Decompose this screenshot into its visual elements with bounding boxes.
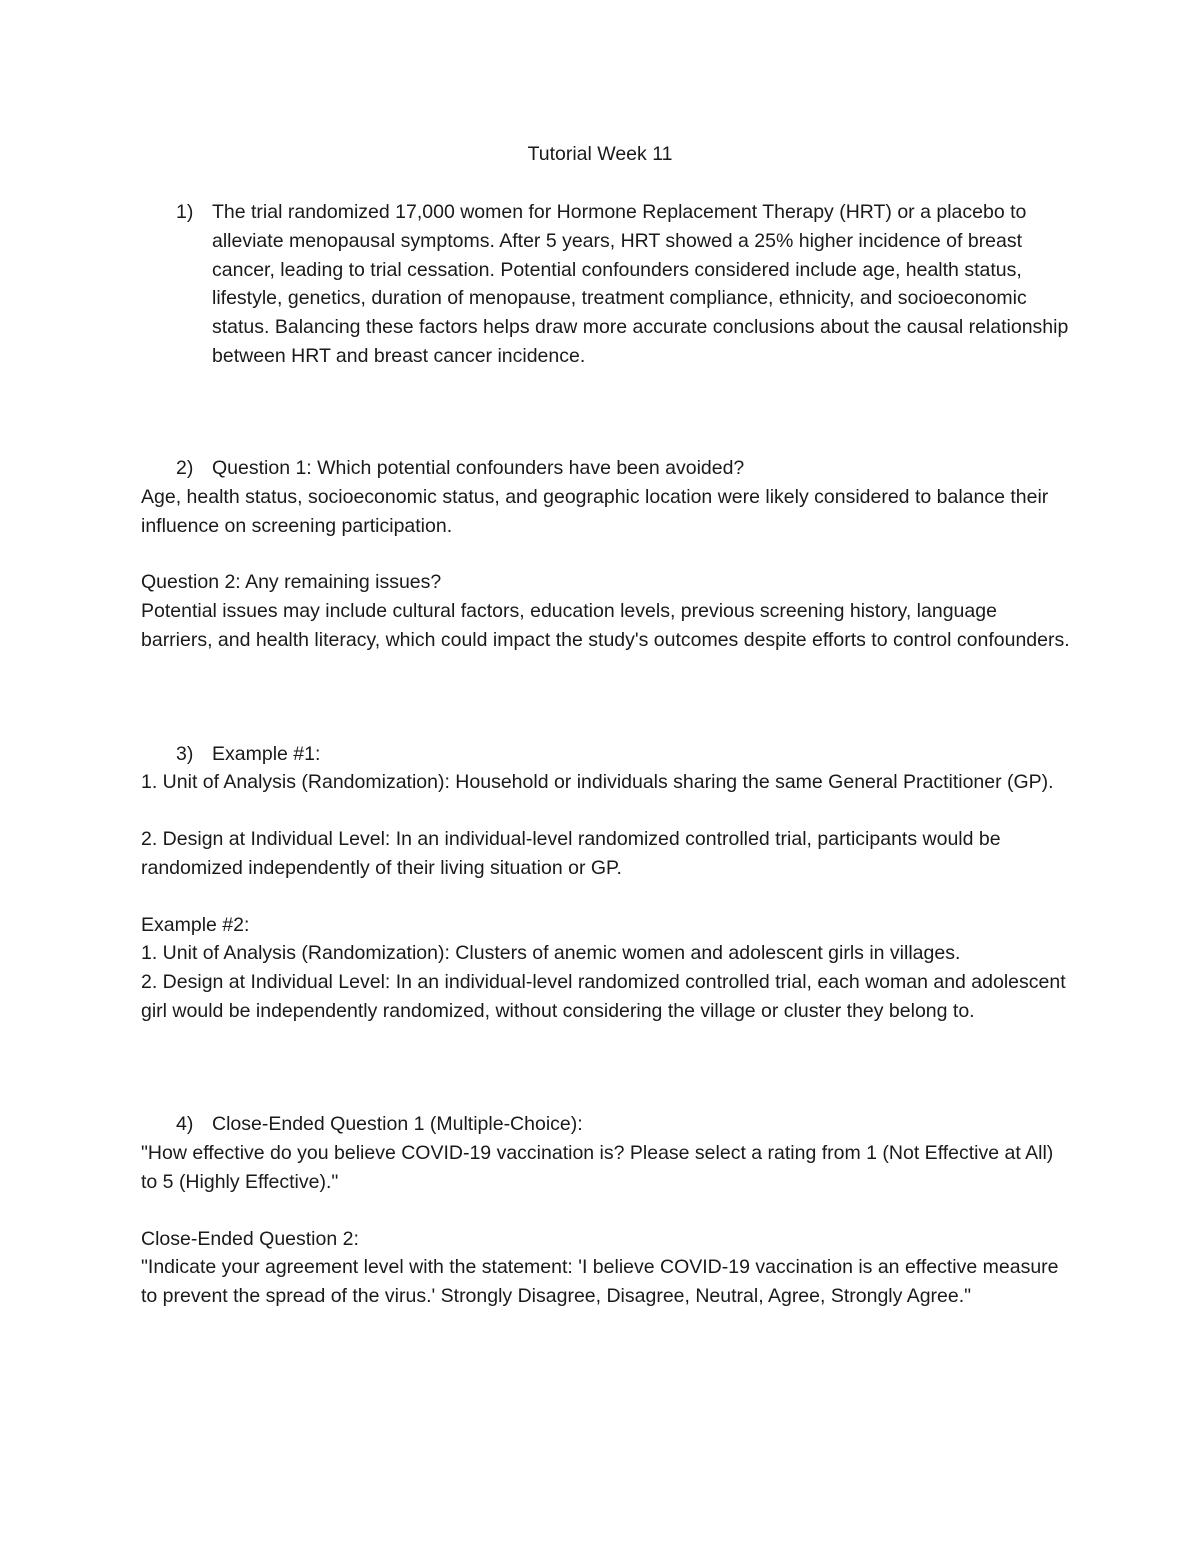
example-2-heading: Example #2: [141, 914, 250, 936]
question-2-text: "Indicate your agreement level with the statement: 'I believe COVID-19 vaccination is an effective measure to prevent the spread of the virus.' Strongly Disagree, Disagree, Neutral, Agree, Strongly Agree." [141, 1256, 1059, 1307]
example-1-line-2: 2. Design at Individual Level: In an individual-level randomized controlled trial, participants would be randomized independently of their living situation or GP. [141, 828, 1001, 879]
example-1-line-1: 1. Unit of Analysis (Randomization): Household or individuals sharing the same General Practitioner (GP). [141, 771, 1054, 793]
section-4 [141, 1110, 1071, 1139]
section-2-answer-2: Potential issues may include cultural factors, education levels, previous screening history, language barriers, and health literacy, which could impact the study's outcomes despite efforts to control confounders. [141, 600, 1070, 651]
section-2-answer-1: Age, health status, socioeconomic status, and geographic location were likely considered to balance their influence on screening participation. [141, 486, 1049, 537]
section-2-question-2: Question 2: Any remaining issues? [141, 571, 442, 593]
section-2 [141, 454, 1071, 483]
section-3 [141, 740, 1071, 769]
section-1-text: The trial randomized 17,000 women for Hormone Replacement Therapy (HRT) or a placebo to alleviate menopausal symptoms. After 5 years, HRT showed a 25% higher incidence of breast cancer, leading to trial cessation. Potential confounders considered include age, health status, lifestyle, genetics, duration of menopause, treatment compliance, ethnicity, and socioeconomic status. Balancing these factors helps draw more accurate conclusions about the causal relationship between HRT and breast cancer incidence. [212, 201, 1069, 367]
section-2-heading: Question 1: Which potential confounders have been avoided? [212, 457, 745, 479]
section-2-number: 2) [176, 457, 194, 479]
section-3-heading: Example #1: [212, 743, 321, 765]
example-2-line-1: 1. Unit of Analysis (Randomization): Clusters of anemic women and adolescent girls in villages. [141, 942, 961, 964]
section-4-heading: Close-Ended Question 1 (Multiple-Choice): [212, 1113, 583, 1135]
section-1 [141, 198, 1071, 371]
question-2-heading: Close-Ended Question 2: [141, 1228, 359, 1250]
document-title: Tutorial Week 11 [527, 143, 673, 165]
section-4-number: 4) [176, 1113, 194, 1135]
section-3-number: 3) [176, 743, 194, 765]
section-1-number: 1) [176, 201, 194, 223]
example-2-line-2: 2. Design at Individual Level: In an individual-level randomized controlled trial, each woman and adolescent girl would be independently randomized, without considering the village or cluster they belong to. [141, 971, 1066, 1022]
question-1-text: "How effective do you believe COVID-19 vaccination is? Please select a rating from 1 (Not Effective at All) to 5 (Highly Effective)." [141, 1142, 1054, 1193]
